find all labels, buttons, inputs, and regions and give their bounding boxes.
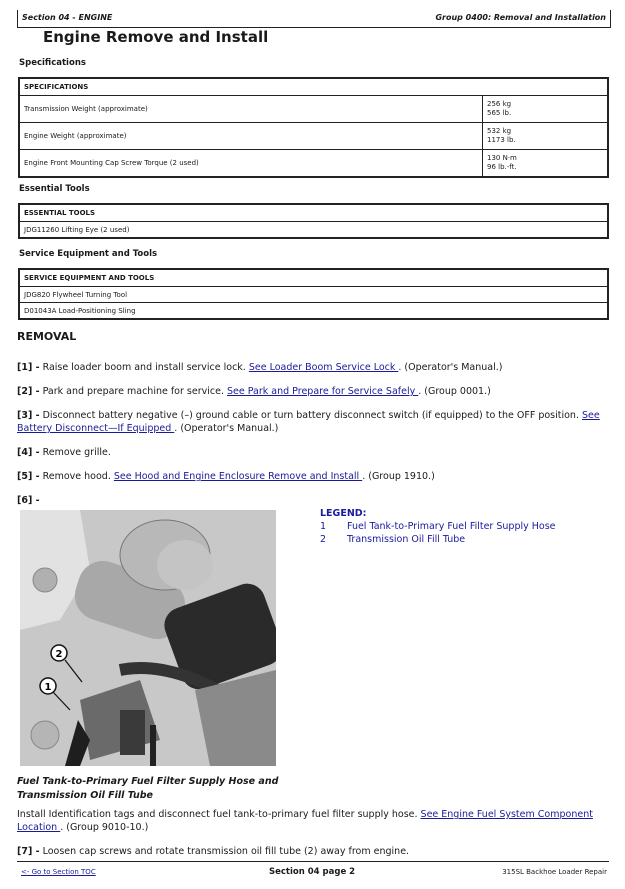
link-loader-boom-service-lock[interactable]: See Loader Boom Service Lock (248, 362, 399, 373)
tool-item: JDG11260 Lifting Eye (2 used) (19, 222, 608, 239)
legend-number: 1 (320, 521, 327, 532)
spec-imperial: 1173 lb. (487, 136, 516, 144)
specifications-table (18, 77, 609, 178)
legend-item (320, 533, 556, 546)
link-hood-engine-enclosure[interactable]: See Hood and Engine Enclosure Remove and Install (113, 471, 363, 482)
step-number: [5] - (17, 471, 40, 482)
step-7 (17, 845, 607, 858)
step-ref: . (Operator's Manual.) (174, 423, 279, 434)
caption-line: Transmission Oil Fill Tube (17, 790, 153, 801)
step-3 (17, 409, 607, 435)
table-row (19, 96, 608, 123)
page-title: Engine Remove and Install (43, 28, 269, 46)
step-text: Disconnect battery negative (–) ground cable or turn battery disconnect switch (if equipped) to the OFF position. (39, 410, 582, 421)
step-text: Remove grille. (39, 447, 111, 458)
figure-caption (17, 775, 278, 803)
tool-item: D01043A Load-Positioning Sling (19, 303, 608, 320)
table-row (19, 222, 608, 239)
tool-item: JDG820 Flywheel Turning Tool (19, 287, 608, 303)
step-text: Loosen cap screws and rotate transmission oil fill tube (2) away from engine. (39, 846, 410, 857)
page-header (17, 10, 611, 28)
step-text: Remove hood. (39, 471, 114, 482)
figure-legend (320, 507, 556, 546)
legend-number: 2 (320, 534, 327, 545)
step-1 (17, 361, 607, 374)
spec-item: Engine Front Mounting Cap Screw Torque (2 used) (19, 150, 483, 178)
link-battery-disconnect[interactable]: See Battery Disconnect—If Equipped (17, 410, 600, 434)
step-text: Raise loader boom and install service lock. (39, 362, 249, 373)
step-number: [1] - (17, 362, 40, 373)
legend-label: Transmission Oil Fill Tube (347, 534, 466, 545)
service-equipment-heading: Service Equipment and Tools (19, 249, 158, 259)
table-header: ESSENTIAL TOOLS (19, 204, 608, 222)
specifications-heading: Specifications (19, 58, 86, 68)
legend-label: Fuel Tank-to-Primary Fuel Filter Supply Hose (347, 521, 556, 532)
step-6 (17, 494, 607, 507)
step-number: [4] - (17, 447, 40, 458)
page-number: Section 04 page 2 (269, 867, 356, 877)
spec-value (483, 123, 609, 150)
callout-2-label: 2 (55, 649, 63, 660)
link-engine-fuel-system[interactable]: See Engine Fuel System Component Location (17, 809, 593, 833)
engine-photo (20, 510, 276, 766)
step-4 (17, 446, 607, 459)
table-row (19, 287, 608, 303)
essential-tools-heading: Essential Tools (19, 184, 90, 194)
section-label: Section 04 - ENGINE (22, 13, 113, 22)
step-number: [6] - (17, 495, 40, 506)
spec-imperial: 96 lb.-ft. (487, 163, 517, 171)
step-2 (17, 385, 607, 398)
step-ref: . (Group 0001.) (418, 386, 491, 397)
legend-item (320, 520, 556, 533)
service-equipment-table (18, 268, 609, 320)
figure-instruction (17, 808, 607, 834)
go-to-section-toc-link[interactable]: <- Go to Section TOC (21, 868, 96, 876)
spec-metric: 256 kg (487, 100, 512, 108)
table-row (19, 123, 608, 150)
spec-item: Transmission Weight (approximate) (19, 96, 483, 123)
table-row (19, 303, 608, 320)
step-ref: . (Operator's Manual.) (398, 362, 503, 373)
table-header: SERVICE EQUIPMENT AND TOOLS (19, 269, 608, 287)
step-5 (17, 470, 607, 483)
step-number: [3] - (17, 410, 40, 421)
spec-value (483, 96, 609, 123)
link-park-and-prepare[interactable]: See Park and Prepare for Service Safely (227, 386, 419, 397)
instruction-text: Install Identification tags and disconnect fuel tank-to-primary fuel filter supply hose. (17, 809, 421, 820)
table-row (19, 150, 608, 178)
step-text: Park and prepare machine for service. (39, 386, 227, 397)
step-number: [2] - (17, 386, 40, 397)
removal-heading: REMOVAL (17, 330, 77, 343)
spec-metric: 532 kg (487, 127, 512, 135)
manual-title: 315SL Backhoe Loader Repair (502, 868, 607, 876)
step-ref: . (Group 1910.) (362, 471, 435, 482)
caption-line: Fuel Tank-to-Primary Fuel Filter Supply Hose and (17, 776, 279, 787)
engine-illustration (20, 510, 276, 766)
page-footer (17, 861, 609, 882)
callout-1-label: 1 (44, 682, 52, 693)
spec-value (483, 150, 609, 178)
legend-title: LEGEND: (320, 508, 367, 519)
spec-item: Engine Weight (approximate) (19, 123, 483, 150)
group-label: Group 0400: Removal and Installation (435, 13, 606, 22)
table-header: SPECIFICATIONS (19, 78, 608, 96)
essential-tools-table (18, 203, 609, 239)
spec-imperial: 565 lb. (487, 109, 512, 117)
instruction-ref: . (Group 9010-10.) (60, 822, 149, 833)
step-number: [7] - (17, 846, 40, 857)
spec-metric: 130 N·m (487, 154, 517, 162)
